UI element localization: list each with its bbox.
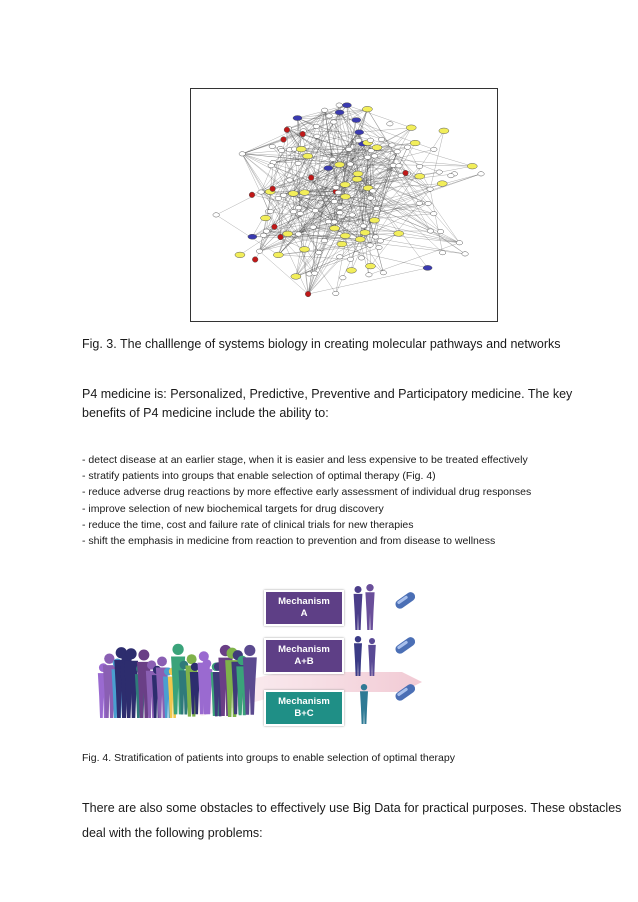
mechanism-label: Mechanism [278, 596, 330, 607]
pill-icon [394, 635, 417, 655]
mechanism-bc-box [264, 690, 344, 726]
network-graph [191, 89, 497, 321]
pill-icon [394, 590, 417, 610]
benefits-list [82, 452, 622, 549]
patient-groups [354, 584, 376, 724]
network-figure [190, 88, 498, 322]
person-icon [365, 584, 374, 630]
benefit-item: - reduce the time, cost and failure rate of clinical trials for new therapies [82, 518, 414, 531]
mechanism-ab-box [264, 638, 344, 674]
benefit-item: - stratify patients into groups that enable selection of optimal therapy (Fig. 4) [82, 470, 436, 483]
fig4-caption: Fig. 4. Stratification of patients into groups to enable selection of optimal therapy [82, 752, 455, 764]
mechanism-label: Mechanism [278, 644, 330, 655]
patient-crowd [98, 644, 257, 718]
person-icon [354, 586, 363, 630]
benefit-item: - shift the emphasis in medicine from reaction to prevention and from disease to wellness [82, 535, 496, 548]
mechanism-id: A [300, 608, 308, 619]
benefit-item: - reduce adverse drug reactions by more effective early assessment of individual drug responses [82, 486, 532, 499]
mechanism-label: Mechanism [278, 696, 330, 707]
fig3-caption: Fig. 3. The challlenge of systems biology in creating molecular pathways and networks [82, 337, 561, 351]
mechanism-id: A+B [294, 656, 314, 667]
stratification-figure [92, 580, 462, 730]
person-icon [368, 638, 376, 676]
closing-paragraph: There are also some obstacles to effectively use Big Data for practical purposes. These obstacles deal with the following problems: [82, 801, 622, 840]
p4-intro-paragraph: P4 medicine is: Personalized, Predictive, Preventive and Participatory medicine. The key benefits of P4 medicine include the ability to: [82, 387, 573, 420]
person-icon [354, 636, 362, 676]
benefit-item: - detect disease at an earlier stage, when it is easier and less expensive to be treated effectively [82, 454, 528, 466]
benefit-item: - improve selection of new biochemical targets for drug discovery [82, 502, 384, 515]
mechanism-id: B+C [294, 708, 314, 719]
mechanism-a-box [264, 590, 344, 626]
